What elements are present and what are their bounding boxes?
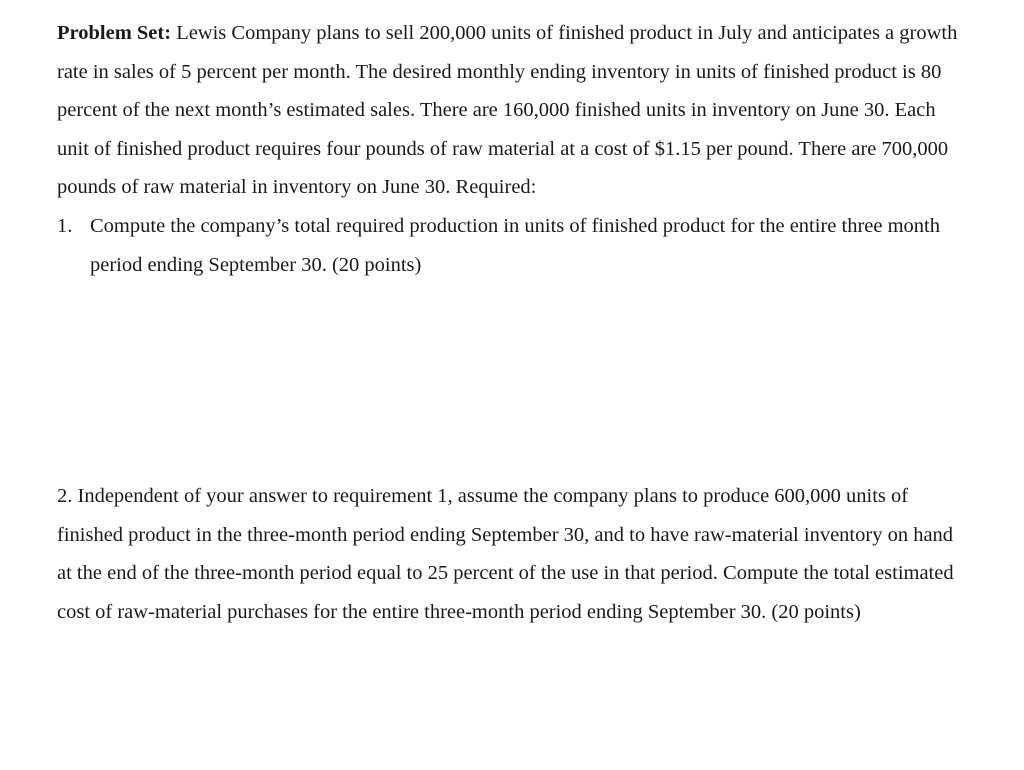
- problem-set-label: Problem Set:: [57, 22, 172, 44]
- question-1-number: 1.: [57, 215, 73, 237]
- question-1: [57, 207, 972, 284]
- question-1-text: Compute the company’s total required production in units of finished product for the entire three month period ending September 30. (20 points): [90, 215, 940, 276]
- question-2: 2. Independent of your answer to requirement 1, assume the company plans to produce 600,000 units of finished product in the three-month period ending September 30, and to have raw-material inventory on hand at the end of the three-month period equal to 25 percent of the use in that period. Compute the total estimated cost of raw-material purchases for the entire three-month period ending September 30. (20 points): [57, 485, 954, 623]
- problem-intro: [57, 14, 972, 207]
- problem-intro-text: Lewis Company plans to sell 200,000 units of finished product in July and anticipates a growth rate in sales of 5 percent per month. The desired monthly ending inventory in units of finished product is 80 percent of the next month’s estimated sales. There are 160,000 finished units in inventory on June 30. Each unit of finished product requires four pounds of raw material at a cost of $1.15 per pound. There are 700,000 pounds of raw material in inventory on June 30. Required:: [57, 22, 958, 198]
